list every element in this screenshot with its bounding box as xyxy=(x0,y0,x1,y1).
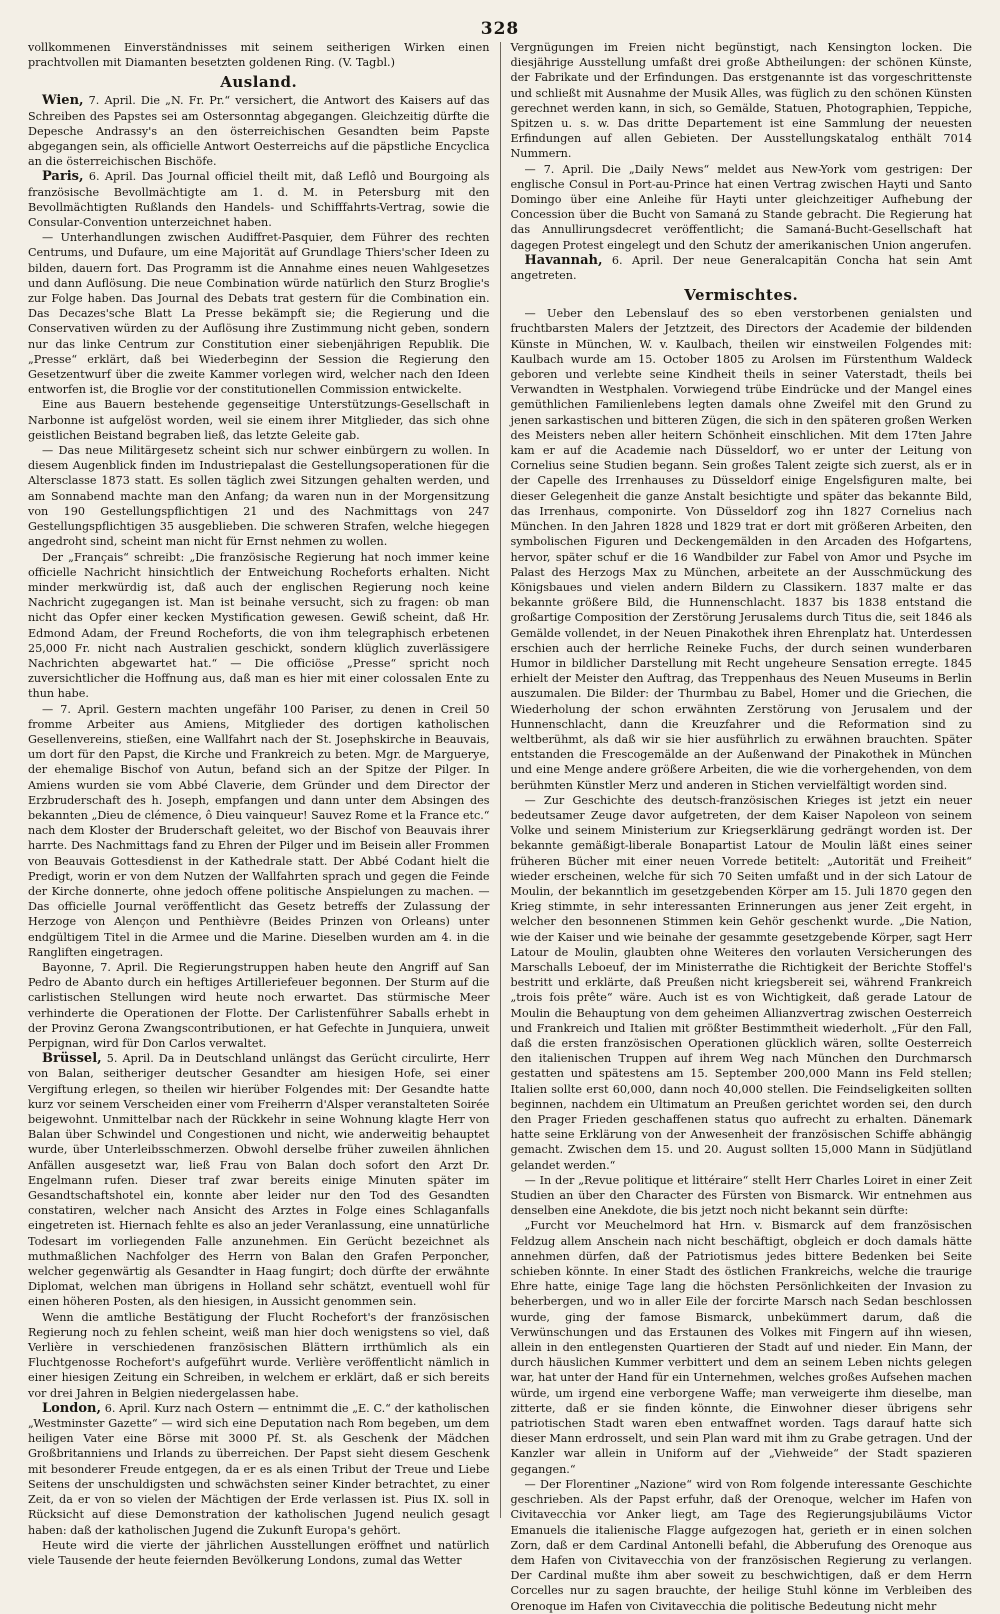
article-paris-5: Der „Français“ schreibt: „Die französische Regierung hat noch immer keine officielle Nachricht hinsichtlich der Entweichung Rocheforts erhalten. Nicht minder merkwürdig ist, daß auch der englischen Regierung noch keine Nachricht zugegangen ist. Man ist beinahe versucht, sich zu fragen: ob man nicht das Opfer einer kecken Mystification gewesen. Gewiß scheint, daß Hr. Edmond Adam, der Freund Rocheforts, die von ihm telegraphisch erbetenen 25,000 Fr. nicht nach Australien geschickt, sondern klüglich zuverlässigere Nachrichten abgewartet hat.“ — Die officiöse „Presse“ spricht noch zuversichtlicher die Hoffnung aus, daß man es hier mit einer colossalen Ente zu thun habe. xyxy=(28,550,490,701)
article-havannah xyxy=(511,253,973,283)
article-bayonne: Bayonne, 7. April. Die Regierungstruppen haben heute den Angriff auf San Pedro de Abanto durch ein heftiges Artilleriefeuer begonnen. Der Sturm auf die carlistischen Stellungen wird heute noch erwartet. Das stürmische Meer verhinderte die Operationen der Flotte. Der Carlistenführer Saballs erhebt in der Provinz Gerona Zwangscontributionen, er hat Gefechte in Junquiera, unweit Perpignan, wird für Don Carlos verwaltet. xyxy=(28,960,490,1050)
article-bismarck-anecdote: „Furcht vor Meuchelmord hat Hrn. v. Bismarck auf dem französischen Feldzug allem Anschein nach nicht beschäftigt, obgleich er doch damals hätte annehmen dürfen, daß der Patriotismus jedes bittere Bedenken bei Seite schieben könnte. In einer Stadt des östlichen Frankreichs, welche die traurige Ehre hatte, einige Tage lang die höchsten Persönlichkeiten der Invasion zu beherbergen, und wo in aller Eile der forcirte Marsch nach Sedan beschlossen wurde, ging der famose Bismarck, unbekümmert darum, daß die Verwünschungen und das Erstaunen des Volkes mit Fingern auf ihn wiesen, allein in den entlegensten Quartieren der Stadt auf und nieder. Ein Mann, der durch häuslichen Kummer verbittert und dem an seinem Leben nichts gelegen war, hat unter der Hand für ein Unternehmen, welches großes Aufsehen machen würde, um irgend eine verborgene Waffe; man verweigerte ihm dieselbe, man zitterte, daß er sie finden könnte, die Einwohner dieser übrigens sehr patriotischen Stadt waren eben entwaffnet worden. Tags darauf hatte sich dieser Mann erdrosselt, und sein Plan ward mit ihm zu Grabe getragen. Und der Kanzler war allein in Uniform auf der „Viehweide“ der Stadt spazieren gegangen.“ xyxy=(510,1219,973,1476)
article-bismarck-intro: — In der „Revue politique et littéraire“ stellt Herr Charles Loiret in einer Zeit Studien an über den Character des Fürsten von Bismarck. Wir entnehmen aus denselben eine Anekdote, die bis jetzt noch nicht bekannt sein dürfte: xyxy=(510,1173,973,1218)
article-london-2: Heute wird die vierte der jährlichen Ausstellungen eröffnet und natürlich viele Tausende der heute feiernden Bevölkerung Londons, zumal das Wetter xyxy=(28,1538,490,1567)
article-paris-4: — Das neue Militärgesetz scheint sich nur schwer einbürgern zu wollen. In diesem Augenblick finden im Industriepalast die Gestellungsoperationen für die Altersclasse 1873 statt. Es sollen täglich zwei Sitzungen gehalten werden, und am Sonnabend machte man den Anfang; da waren nun in der Morgensitzung von 190 Gestellungspflichtigen 21 und des Nachmittags von 247 Gestellungspflichtigen 35 ausgeblieben. Die schweren Strafen, welche hiegegen angedroht sind, scheint man nicht für Ernst nehmen zu wollen. xyxy=(28,444,490,549)
article-havannah-text: 6. April. Der neue Generalcapitän Concha hat sein Amt angetreten. xyxy=(510,253,973,283)
columns xyxy=(28,40,973,1613)
right-column xyxy=(501,40,973,1613)
article-bruessel-text: 5. April. Da in Deutschland unlängst das Gerücht circulirte, Herr von Balan, seitheriger deutscher Gesandter am hiesigen Hofe, sei einer Vergiftung erlegen, so theilen wir hierüber Folgendes mit: Der Gesandte hatte kurz vor seinem Verscheiden einer vom Freiherrn d'Alsper veranstalteten Soirée beigewohnt. Unmittelbar nach der Rückkehr in seine Wohnung klagte Herr von Balan über Schwindel und Congestionen und nicht, wie anderweitig behauptet wurde, über Unterleibsschmerzen. Obwohl derselbe früher zuweilen ähnlichen Anfällen ausgesetzt war, ließ Frau von Balan doch sofort den Arzt Dr. Engelmann rufen. Dieser traf zwar bereits einige Minuten später im Gesandtschaftshotel ein, konnte aber leider nur den Tod des Gesandten constatiren, welcher nach Ansicht des Arztes in Folge eines Schlaganfalls eingetreten ist. Hiernach fehlte es also an jeder Veranlassung, eine unnatürliche Todesart im vorliegenden Falle anzunehmen. Ein Gerücht bezeichnet als muthmaßlichen Nachfolger des Herrn von Balan den Grafen Perponcher, welcher gegenwärtig als Gesandter in Haag fungirt; doch dürfte der erwähnte Diplomat, welchen man übrigens in Holland sehr schätzt, eventuell wohl für einen höheren Posten, als den hiesigen, in Aussicht genommen sein. xyxy=(28,1052,490,1309)
article-new-york: — 7. April. Die „Daily News“ meldet aus New-York vom gestrigen: Der englische Consul in Port-au-Prince hat einen Vertrag zwischen Hayti und Santo Domingo über eine Anleihe für Hayti unter gleichzeitiger Aufhebung der Concession über die Bucht von Samaná zu Stande gebracht. Die Regierung hat das Annullirungsdecret veröffentlicht; die Samaná-Bucht-Gesellschaft hat dagegen Protest eingelegt und den Schutz der amerikanischen Union angerufen. xyxy=(510,162,973,252)
dateline-wien: Wien, xyxy=(42,93,84,109)
article-paris-2: — Unterhandlungen zwischen Audiffret-Pasquier, dem Führer des rechten Centrums, und Dufaure, um eine Majorität auf Grundlage Thiers'scher Ideen zu bilden, dauern fort. Das Programm ist die Annahme eines neuen Wahlgesetzes und dann Auflösung. Die neue Combination würde natürlich den Sturz Broglie's zur Folge haben. Das Journal des Debats trat gestern für die Combination ein. Das Decazes'sche Blatt La Presse bekämpft sie; die Regierung und die Conservativen würden zu der Auflösung ihre Zustimmung nicht geben, sondern nur das linke Centrum zur Constitution einer siebenjährigen Republik. Die „Presse“ erklärt, daß bei Wiederbeginn der Session die Regierung den Gesetzentwurf über die zweite Kammer vorlegen wird, welcher nach den Ideen entworfen ist, die Broglie vor der constitutionellen Commission entwickelte. xyxy=(28,231,490,397)
article-london-text: 6. April. Kurz nach Ostern — entnimmt die „E. C.“ der katholischen „Westminster Gazette“ — wird sich eine Deputation nach Rom begeben, um dem heiligen Vater eine Börse mit 3000 Pf. St. als Geschenk der Mädchen Großbritanniens und Irlands zu überreichen. Der Papst sieht diesem Geschenk mit besonderer Freude entgegen, da er es als einen Tribut der Treue und Liebe Seitens der unschuldigsten und schwächsten seiner Kinder betrachtet, zu einer Zeit, da er von so vielen der Mächtigen der Erde verlassen ist. Pius IX. soll in Rücksicht auf diese Demonstration der katholischen Jugend neulich gesagt haben: daß der katholischen Jugend die Zukunft Europa's gehört. xyxy=(28,1401,490,1537)
section-heading-vermischtes: Vermischtes. xyxy=(684,286,799,305)
article-paris-text: 6. April. Das Journal officiel theilt mit, daß Leflô und Bourgoing als französische Bevollmächtigte am 1. d. M. in Petersburg mit den Bevollmächtigten Rußlands den Handels- und Schifffahrts-Vertrag, sowie die Consular-Convention unterzeichnet haben. xyxy=(28,170,490,230)
article-paris-6: — 7. April. Gestern machten ungefähr 100 Pariser, zu denen in Creil 50 fromme Arbeiter aus Amiens, Mitglieder des dortigen katholischen Gesellenvereins, stießen, eine Wallfahrt nach der St. Josephskirche in Beauvais, um dort für den Papst, die Kirche und Frankreich zu beten. Mgr. de Marguerye, der ehemalige Bischof von Autun, befand sich an der Spitze der Pilger. In Amiens wurden sie vom Abbé Claverie, dem Gründer und dem Director der Erzbruderschaft des h. Joseph, empfangen und dann unter dem Absingen des bekannten „Dieu de clémence, ô Dieu vainqueur! Sauvez Rome et la France etc.“ nach dem Kloster der Bruderschaft geleitet, wo der Bischof von Beauvais ihrer harrte. Des Nachmittags fand zu Ehren der Pilger und im Beisein aller Frommen von Beauvais Gottesdienst in der Kathedrale statt. Der Abbé Codant hielt die Predigt, worin er von dem Nutzen der Wallfahrten sprach und gegen die Feinde der Kirche donnerte, ohne jedoch offene politische Anspielungen zu machen. — Das officielle Journal veröffentlicht das Gesetz betreffs der Zulassung der Herzoge von Alençon und Penthièvre (Beides Prinzen von Orleans) unter endgültigem Titel in die Armee und die Marine. Dieselben wurden am 4. in die Rangliften eingetragen. xyxy=(28,702,490,959)
article-krieg: — Zur Geschichte des deutsch-französischen Krieges ist jetzt ein neuer bedeutsamer Zeuge davor aufgetreten, der dem Kaiser Napoleon von seinem Volke und seinem Ministerium zur Kriegserklärung gedrängt worden ist. Der bekannte gemäßigt-liberale Bonapartist Latour de Moulin läßt eines seiner früheren Bücher mit einer neuen Vorrede betitelt: „Autorität und Freiheit“ wieder erscheinen, welche für sich 70 Seiten umfaßt und in der sich Latour de Moulin, der bekanntlich im gesetzgebenden Körper am 15. Juli 1870 gegen den Krieg stimmte, in sehr interessanten Erinnerungen aus jener Zeit ergeht, in welcher den besonnenen Stimmen kein Gehör geschenkt wurde. „Die Nation, wie der Kaiser und wie beinahe der gesammte gesetzgebende Körper, sagt Herr Latour de Moulin, glaubten ohne Weiteres den vorlauten Versicherungen des Marschalls Leboeuf, der im Ministerrathe die Richtigkeit der Berichte Stoffel's bestritt und erklärte, daß Preußen nicht kriegsbereit sei, während Frankreich „trois fois prête“ wäre. Auch ist es von Wichtigkeit, daß gerade Latour de Moulin die Behauptung von dem geheimen Allianzvertrag zwischen Oesterreich und Frankreich und Italien mit größter Bestimmtheit wiederholt. „Für den Fall, daß die ersten französischen Operationen glücklich wären, sollte Oesterreich den italienischen Truppen auf ihrem Weg nach München den Durchmarsch gestatten und spätestens am 15. September 200,000 Mann ins Feld stellen; Italien sollte erst 60,000, dann noch 40,000 stellen. Die Feindseligkeiten sollten beginnen, nachdem ein Ultimatum an Preußen gerichtet worden sei, den durch den Prager Frieden geschaffenen status quo aufrecht zu erhalten. Dänemark hatte seine Erklärung von der Anwesenheit der französischen Schiffe abhängig gemacht. Zwischen dem 15. und 20. August sollten 15,000 Mann in Südjütland gelandet werden.“ xyxy=(510,793,973,1172)
article-wien xyxy=(28,93,490,169)
dateline-bruessel: Brüssel, xyxy=(42,1051,102,1067)
article-paris-3: Eine aus Bauern bestehende gegenseitige Unterstützungs-Gesellschaft in Narbonne ist aufgelöst worden, weil sie einem ihrer Mitglieder, das sich ohne geistlichen Beistand begraben ließ, das letzte Geleite gab. xyxy=(28,398,490,442)
article-kaulbach: — Ueber den Lebenslauf des so eben verstorbenen genialsten und fruchtbarsten Malers der Jetztzeit, des Directors der Academie der bildenden Künste in München, W. v. Kaulbach, theilen wir einstweilen Folgendes mit: Kaulbach wurde am 15. October 1805 zu Arolsen im Fürstenthum Waldeck geboren und verlebte seine Kindheit theils in seiner Vaterstadt, theils bei Verwandten in Westphalen. Vorwiegend trübe Eindrücke und der Mangel eines gemüthlichen Familienlebens legten damals ohne Zweifel mit den Grund zu jenen sarkastischen und bitteren Zügen, die sich in den späteren großen Werken des Meisters neben aller heitern Schönheit einschlichen. Mit dem 17ten Jahre kam er auf die Academie nach Düsseldorf, wo er unter der Leitung von Cornelius seine Studien begann. Sein großes Talent zeigte sich zuerst, als er in der Capelle des Irrenhauses zu Düsseldorf einige Engelsfiguren malte, bei dieser Gelegenheit die ganze Anstalt besichtigte und später das bekannte Bild, das Irrenhaus, componirte. Von Düsseldorf zog ihn 1827 Cornelius nach München. In den Jahren 1828 und 1829 trat er dort mit größeren Arbeiten, den symbolischen Figuren und Deckengemälden in den Arcaden des Hofgartens, hervor, später schuf er die 16 Wandbilder zur Fabel von Amor und Psyche im Palast des Herzogs Max zu München, arbeitete an der Ausschmückung des Königsbaues und vielen andern Bildern zu Classikern. 1837 malte er das bekannte größere Bild, die Hunnenschlacht. 1837 bis 1838 entstand die großartige Composition der Zerstörung Jerusalems durch Titus die, seit 1846 als Gemälde vollendet, in der Neuen Pinakothek ihren Ehrenplatz hat. Unterdessen erschien auch der herrliche Reineke Fuchs, der durch seinen wunderbaren Humor in bildlicher Darstellung mit Recht ungeheure Sensation erregte. 1845 erhielt der Meister den Auftrag, das Treppenhaus des Neuen Museums in Berlin auszumalen. Die Bilder: der Thurmbau zu Babel, Homer und die Griechen, die Wiederholung der schon erwähnten Zerstörung von Jerusalem und der Hunnenschlacht, dann die Kreuzfahrer und die Reformation sind zu weltberühmt, als daß wir sie hier ausführlich zu erwähnen brauchten. Später entstanden die Frescogemälde an der Außenwand der Pinakothek in München und eine Menge andere größere Arbeiten, die wie die vorhergehenden, von dem berühmten Künstler Merz und anderen in Stichen vervielfältigt worden sind. xyxy=(510,307,973,792)
dateline-london: London, xyxy=(42,1400,102,1416)
article-paris xyxy=(28,169,490,230)
page-number: 328 xyxy=(480,19,520,39)
dateline-havannah: Havannah, xyxy=(524,252,603,268)
article-bruessel-2: Wenn die amtliche Bestätigung der Flucht Rochefort's der französischen Regierung noch zu fehlen scheint, weiß man hier doch wenigstens so viel, daß Verlière in verschiedenen französischen Blättern irrthümlich als ein Fluchtgenosse Rochefort's aufgeführt wurde. Verlière veröffentlicht nämlich in einer hiesigen Zeitung ein Schreiben, in welchem er erklärt, daß er sich bereits vor drei Jahren in Belgien niedergelassen habe. xyxy=(28,1310,490,1400)
article-orenoque: — Der Florentiner „Nazione“ wird von Rom folgende interessante Geschichte geschrieben. Als der Papst erfuhr, daß der Orenoque, welcher im Hafen von Civitavecchia vor Anker liegt, am Tage des Regierungsjubiläums Victor Emanuels die italienische Flagge aufgezogen hat, gerieth er in einen solchen Zorn, daß er dem Cardinal Antonelli befahl, die Abberufung des Orenoque aus dem Hafen von Civitavecchia von der französischen Regierung zu verlangen. Der Cardinal mußte ihm aber soweit zu beschwichtigen, daß er dem Herrn Corcelles nur zu sagen brauchte, der heilige Stuhl könne im Verbleiben des Orenoque im Hafen von Civitavecchia die politische Bedeutung nicht mehr xyxy=(510,1477,973,1613)
intro-paragraph: vollkommenen Einverständnisses mit seinem seitherigen Wirken einen prachtvollen mit Diamanten besetzten goldenen Ring. (V. Tagbl.) xyxy=(28,41,490,70)
article-wien-text: 7. April. Die „N. Fr. Pr.“ versichert, die Antwort des Kaisers auf das Schreiben des Papstes sei am Ostersonntag abgegangen. Gleichzeitig dürfte die Depesche Andrassy's an den österreichischen Gesandten beim Papste abgegangen sein, als officielle Antwort Oesterreichs auf die päpstliche Encyclica an die österreichischen Bischöfe. xyxy=(28,94,490,169)
article-bruessel xyxy=(28,1051,490,1309)
dateline-paris: Paris, xyxy=(42,169,84,185)
article-london-continued: Vergnügungen im Freien nicht begünstigt, nach Kensington locken. Die diesjährige Ausstellung umfaßt drei große Abtheilungen: der schönen Künste, der Fabrikate und der Erfindungen. Das erstgenannte ist das vorgeschrittenste und schließt mit Ausnahme der Musik Alles, was füglich zu den schönen Künsten gerechnet werden kann, in sich, so Gemälde, Statuen, Photographien, Teppiche, Spitzen u. s. w. Das dritte Departement ist eine Sammlung der neuesten Erfindungen auf allen Gebieten. Der Ausstellungskatalog enthält 7014 Nummern. xyxy=(510,41,973,161)
left-column xyxy=(28,40,500,1567)
section-heading-ausland: Ausland. xyxy=(220,73,298,92)
article-london xyxy=(28,1401,490,1538)
